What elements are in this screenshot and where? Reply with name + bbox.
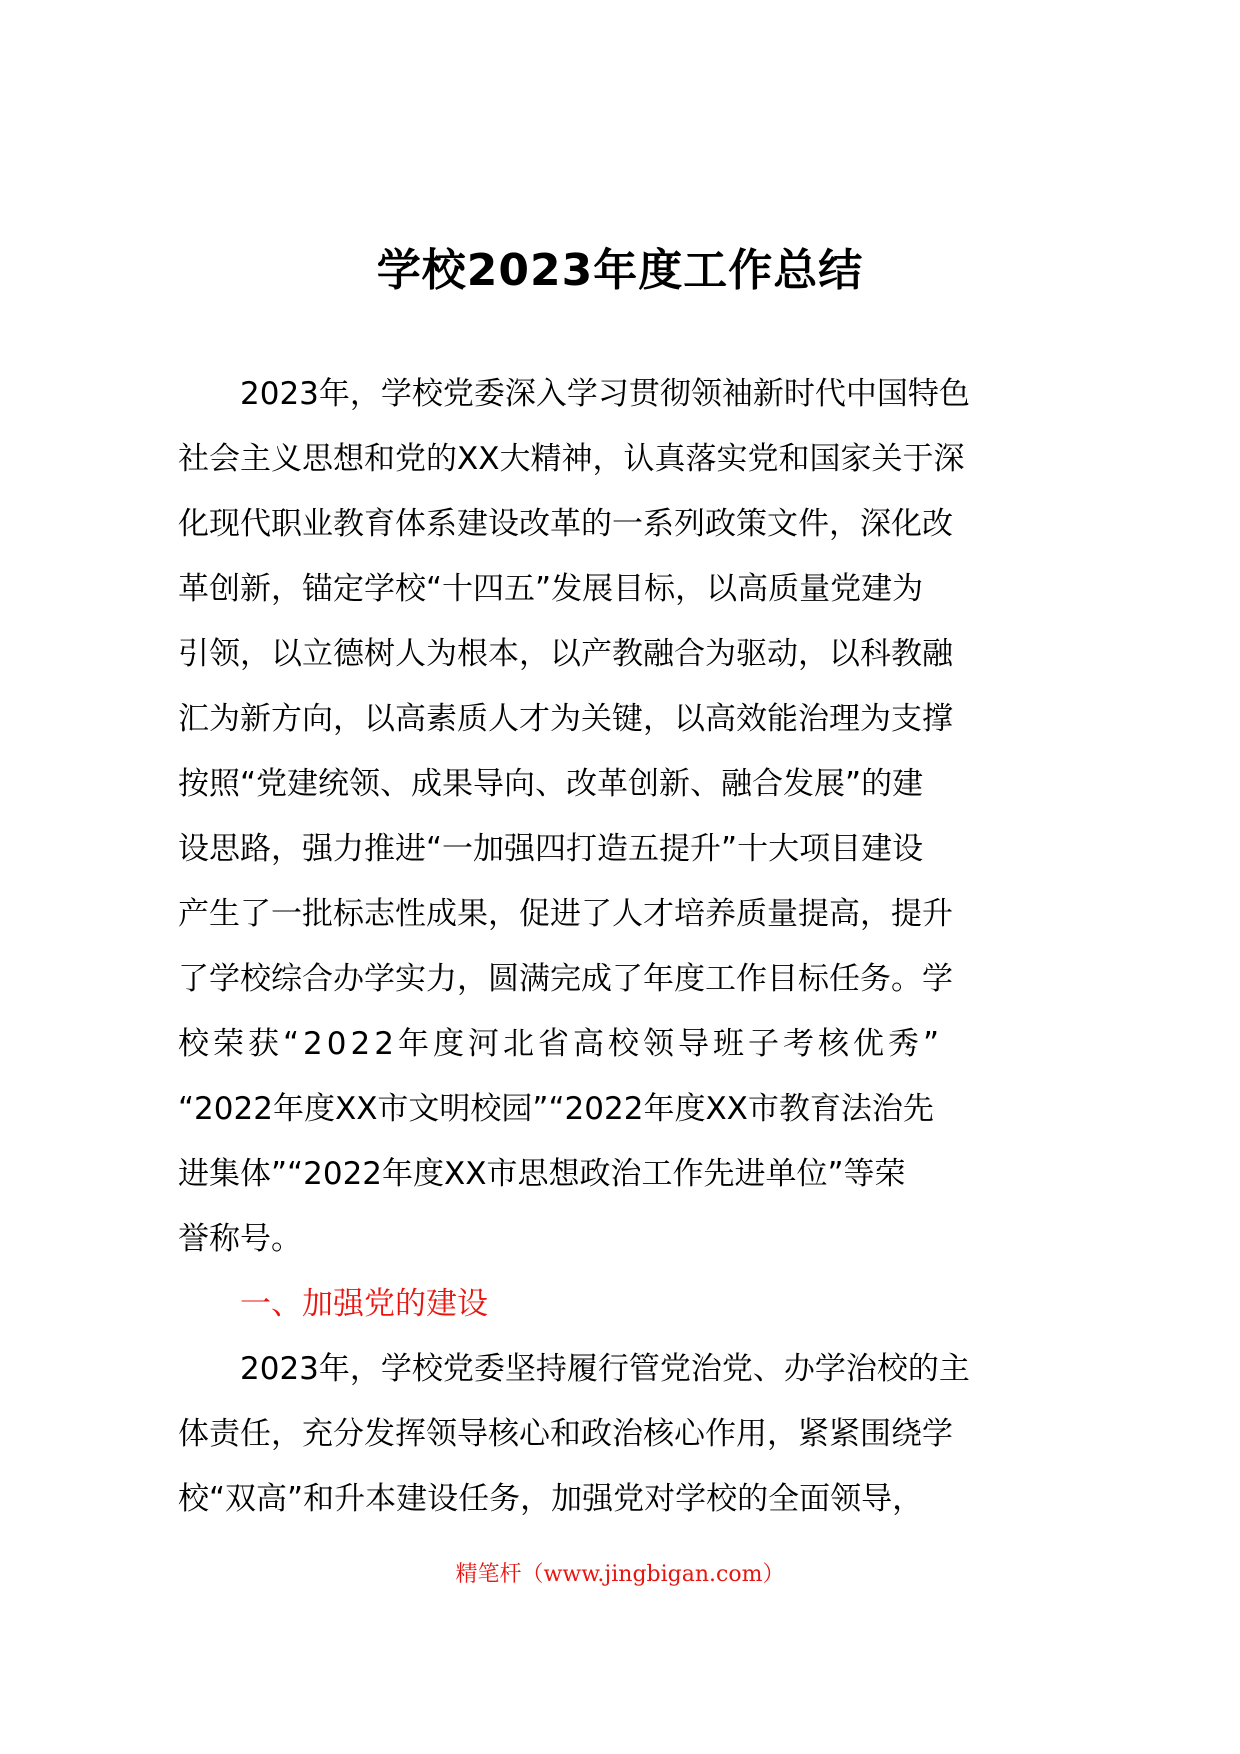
paragraph-line: 引领，以立德树人为根本，以产教融合为驱动，以科教融 [178, 636, 953, 672]
paragraph-line: 进集体”“2022年度XX市思想政治工作先进单位”等荣 [178, 1156, 906, 1192]
paragraph-line: “2022年度XX市文明校园”“2022年度XX市教育法治先 [178, 1091, 934, 1127]
paragraph-line: 2023年，学校党委坚持履行管党治党、办学治校的主 [240, 1351, 970, 1387]
document-title: 学校2023年度工作总结 [376, 245, 864, 296]
paragraph-line: 2023年，学校党委深入学习贯彻领袖新时代中国特色 [240, 376, 970, 412]
document-body [178, 362, 1108, 1532]
paragraph-line: 革创新，锚定学校“十四五”发展目标，以高质量党建为 [178, 571, 924, 607]
footer-watermark-link[interactable]: 精笔杆（www.jingbigan.com） [455, 1562, 785, 1587]
paragraph-line: 社会主义思想和党的XX大精神，认真落实党和国家关于深 [178, 441, 965, 477]
paragraph-line: 体责任，充分发挥领导核心和政治核心作用，紧紧围绕学 [178, 1416, 953, 1452]
paragraph-line: 产生了一批标志性成果，促进了人才培养质量提高，提升 [178, 896, 953, 932]
section-heading: 一、加强党的建设 [240, 1286, 488, 1322]
paragraph-line: 汇为新方向，以高素质人才为关键，以高效能治理为支撑 [178, 701, 953, 737]
paragraph-line: 校荣获“2022年度河北省高校领导班子考核优秀” [178, 1026, 944, 1062]
paragraph-line: 誉称号。 [178, 1221, 302, 1257]
paragraph-line: 设思路，强力推进“一加强四打造五提升”十大项目建设 [178, 831, 924, 867]
paragraph-line: 校“双高”和升本建设任务，加强党对学校的全面领导， [178, 1481, 924, 1517]
paragraph-line: 了学校综合办学实力，圆满完成了年度工作目标任务。学 [178, 961, 953, 997]
paragraph-line: 按照“党建统领、成果导向、改革创新、融合发展”的建 [178, 766, 924, 802]
paragraph-line: 化现代职业教育体系建设改革的一系列政策文件，深化改 [178, 506, 953, 542]
